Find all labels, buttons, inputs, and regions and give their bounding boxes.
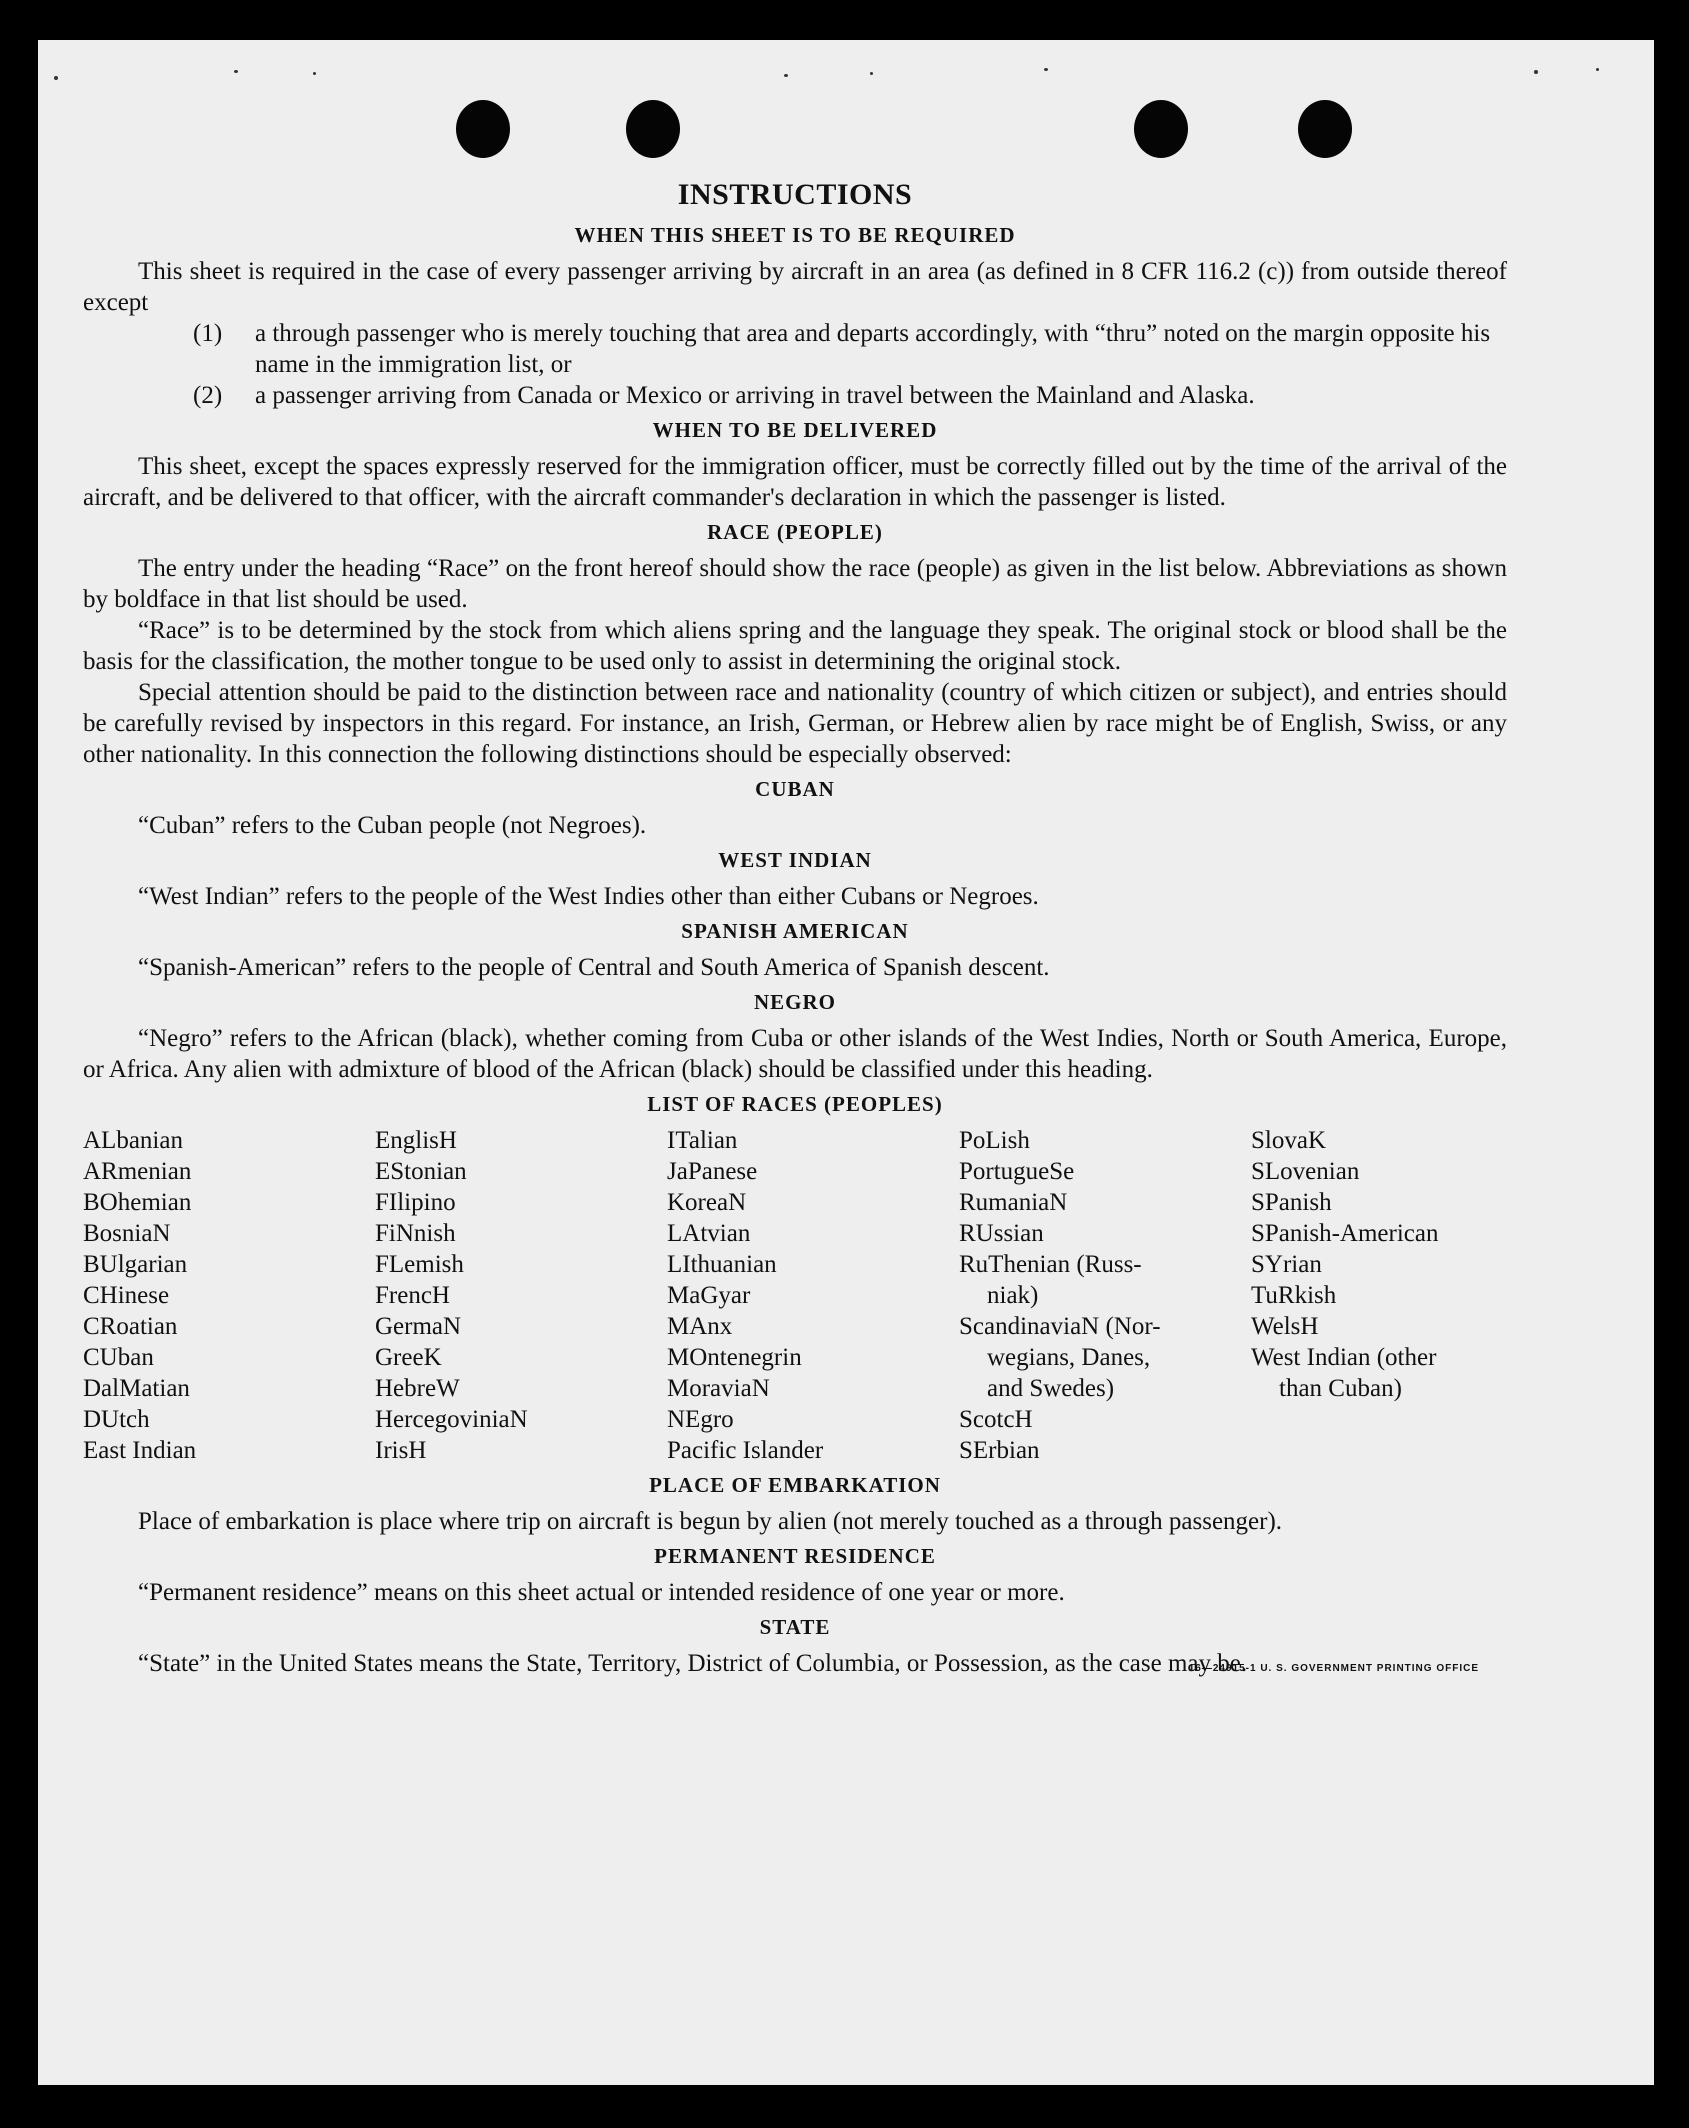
race-entry: MAnx bbox=[667, 1313, 733, 1340]
section-heading: WEST INDIAN bbox=[718, 848, 872, 872]
section-heading: LIST OF RACES (PEOPLES) bbox=[647, 1092, 943, 1116]
race-entry: LIthuanian bbox=[667, 1251, 777, 1278]
race-list bbox=[83, 1125, 1507, 1466]
race-entry: EStonian bbox=[375, 1158, 467, 1185]
race-entry: ITalian bbox=[667, 1127, 738, 1154]
race-entry: SErbian bbox=[959, 1437, 1040, 1464]
section-heading: NEGRO bbox=[753, 990, 836, 1014]
race-entry: KoreaN bbox=[667, 1189, 747, 1216]
paragraph: The entry under the heading “Race” on the front hereof should show the race (people) as given in the list below. Abbreviations as shown by boldface in that list should be used. bbox=[83, 555, 1507, 613]
section-heading: WHEN TO BE DELIVERED bbox=[652, 418, 938, 442]
section-heading: CUBAN bbox=[755, 777, 835, 801]
race-entry: HebreW bbox=[375, 1375, 460, 1402]
paper-speck bbox=[1044, 68, 1048, 71]
paragraph: Place of embarkation is place where trip on aircraft is begun by alien (not merely touched as a through passenger). bbox=[138, 1508, 1283, 1535]
race-column bbox=[959, 1125, 1251, 1466]
paragraph: “Negro” refers to the African (black), whether coming from Cuba or other islands of the West Indies, North or South America, Europe, or Africa. Any alien with admixture of blood of the African (black) should be classified under this heading. bbox=[83, 1025, 1507, 1083]
race-entry: and Swedes) bbox=[987, 1375, 1115, 1402]
paper-speck bbox=[870, 72, 873, 75]
race-entry: Pacific Islander bbox=[667, 1437, 824, 1464]
paper-speck bbox=[784, 74, 788, 77]
item-number: (1) bbox=[193, 320, 223, 347]
race-entry: MoraviaN bbox=[667, 1375, 770, 1402]
race-entry: GreeK bbox=[375, 1344, 442, 1371]
punch-hole bbox=[626, 100, 680, 158]
race-entry: PortugueSe bbox=[959, 1158, 1075, 1185]
section-heading: PERMANENT RESIDENCE bbox=[654, 1544, 936, 1568]
race-entry: SLovenian bbox=[1251, 1158, 1360, 1185]
item-number: (2) bbox=[193, 382, 223, 409]
race-entry: East Indian bbox=[83, 1437, 197, 1464]
document-page bbox=[38, 40, 1654, 2085]
paragraph: “Permanent residence” means on this sheet actual or intended residence of one year or more. bbox=[138, 1579, 1065, 1606]
race-entry: JaPanese bbox=[667, 1158, 758, 1185]
race-entry: FLemish bbox=[375, 1251, 464, 1278]
race-entry: TuRkish bbox=[1251, 1282, 1337, 1309]
paragraph: This sheet, except the spaces expressly reserved for the immigration officer, must be correctly filled out by the time of the arrival of the aircraft, and be delivered to that officer, with the aircraft commander's declaration in which the passenger is listed. bbox=[83, 453, 1507, 511]
race-entry: CUban bbox=[83, 1344, 154, 1371]
race-entry: WelsH bbox=[1251, 1313, 1319, 1340]
race-entry: GermaN bbox=[375, 1313, 462, 1340]
race-entry: EnglisH bbox=[375, 1127, 457, 1154]
race-entry: BUlgarian bbox=[83, 1251, 188, 1278]
race-entry: DUtch bbox=[83, 1406, 150, 1433]
paper-speck bbox=[1596, 68, 1599, 71]
paper-speck bbox=[1534, 70, 1538, 74]
race-entry: wegians, Danes, bbox=[987, 1344, 1151, 1371]
paragraph: “West Indian” refers to the people of the West Indies other than either Cubans or Negroes. bbox=[138, 883, 1039, 910]
race-entry: ALbanian bbox=[83, 1127, 183, 1154]
paragraph: “Cuban” refers to the Cuban people (not Negroes). bbox=[138, 812, 647, 839]
race-entry: CRoatian bbox=[83, 1313, 178, 1340]
punch-hole bbox=[456, 100, 510, 158]
paper-speck bbox=[313, 72, 316, 75]
race-entry: RuThenian (Russ- bbox=[959, 1251, 1142, 1278]
race-entry: HercegoviniaN bbox=[375, 1406, 528, 1433]
list-item bbox=[83, 380, 1507, 411]
race-entry: BOhemian bbox=[83, 1189, 192, 1216]
section-heading: STATE bbox=[759, 1615, 831, 1639]
race-entry: IrisH bbox=[375, 1437, 427, 1464]
race-entry: CHinese bbox=[83, 1282, 170, 1309]
race-column bbox=[1251, 1125, 1507, 1466]
race-entry: FiNnish bbox=[375, 1220, 456, 1247]
race-entry: NEgro bbox=[667, 1406, 734, 1433]
race-entry: LAtvian bbox=[667, 1220, 751, 1247]
race-column bbox=[375, 1125, 667, 1466]
race-entry: West Indian (other bbox=[1251, 1344, 1437, 1371]
race-entry: SPanish-American bbox=[1251, 1220, 1439, 1247]
race-entry: BosniaN bbox=[83, 1220, 171, 1247]
section-heading: RACE (PEOPLE) bbox=[707, 520, 883, 544]
race-entry: than Cuban) bbox=[1279, 1375, 1402, 1402]
race-entry: DalMatian bbox=[83, 1375, 190, 1402]
item-text: a passenger arriving from Canada or Mexico or arriving in travel between the Mainland and Alaska. bbox=[255, 382, 1255, 409]
item-text: a through passenger who is merely touching that area and departs accordingly, with “thru” noted on the margin opposite his name in the immigration list, or bbox=[255, 320, 1491, 378]
paper-speck bbox=[54, 76, 58, 80]
paragraph: Special attention should be paid to the distinction between race and nationality (country of which citizen or subject), and entries should be carefully revised by inspectors in this regard. For instance, an Irish, German, or Hebrew alien by race might be of English, Swiss, or any other nationality. In this connection the following distinctions should be especially observed: bbox=[83, 679, 1507, 768]
race-entry: niak) bbox=[987, 1282, 1039, 1309]
race-entry: ScandinaviaN (Nor- bbox=[959, 1313, 1161, 1340]
paragraph: “Spanish-American” refers to the people of Central and South America of Spanish descent. bbox=[138, 954, 1050, 981]
paragraph: “Race” is to be determined by the stock from which aliens spring and the language they speak. The original stock or blood shall be the basis for the classification, the mother tongue to be used only to assist in determining the original stock. bbox=[83, 617, 1507, 675]
race-entry: FIlipino bbox=[375, 1189, 456, 1216]
paragraph: This sheet is required in the case of every passenger arriving by aircraft in an area (as defined in 8 CFR 116.2 (c)) from outside thereof except bbox=[83, 258, 1507, 316]
race-entry: SlovaK bbox=[1251, 1127, 1326, 1154]
race-entry: RUssian bbox=[959, 1220, 1044, 1247]
page-title: INSTRUCTIONS bbox=[677, 178, 913, 211]
paragraph: “State” in the United States means the State, Territory, District of Columbia, or Possession, as the case may be. bbox=[138, 1650, 1248, 1677]
race-entry: FrencH bbox=[375, 1282, 450, 1309]
race-entry: SPanish bbox=[1251, 1189, 1332, 1216]
race-entry: ARmenian bbox=[83, 1158, 192, 1185]
punch-hole bbox=[1134, 100, 1188, 158]
paper-speck bbox=[234, 70, 238, 73]
race-entry: PoLish bbox=[959, 1127, 1030, 1154]
race-entry: MOntenegrin bbox=[667, 1344, 802, 1371]
race-entry: ScotcH bbox=[959, 1406, 1033, 1433]
punch-hole bbox=[1298, 100, 1352, 158]
section-heading: WHEN THIS SHEET IS TO BE REQUIRED bbox=[574, 223, 1016, 247]
section-heading: PLACE OF EMBARKATION bbox=[649, 1473, 941, 1497]
section-heading: SPANISH AMERICAN bbox=[681, 919, 909, 943]
race-column bbox=[667, 1125, 959, 1466]
race-entry: SYrian bbox=[1251, 1251, 1322, 1278]
race-entry: RumaniaN bbox=[959, 1189, 1068, 1216]
final-section bbox=[83, 1648, 1507, 1679]
list-item bbox=[83, 318, 1507, 380]
race-column bbox=[83, 1125, 375, 1466]
printer-mark: 16—24915-1 U. S. GOVERNMENT PRINTING OFFICE bbox=[1188, 1663, 1479, 1674]
race-entry: MaGyar bbox=[667, 1282, 751, 1309]
